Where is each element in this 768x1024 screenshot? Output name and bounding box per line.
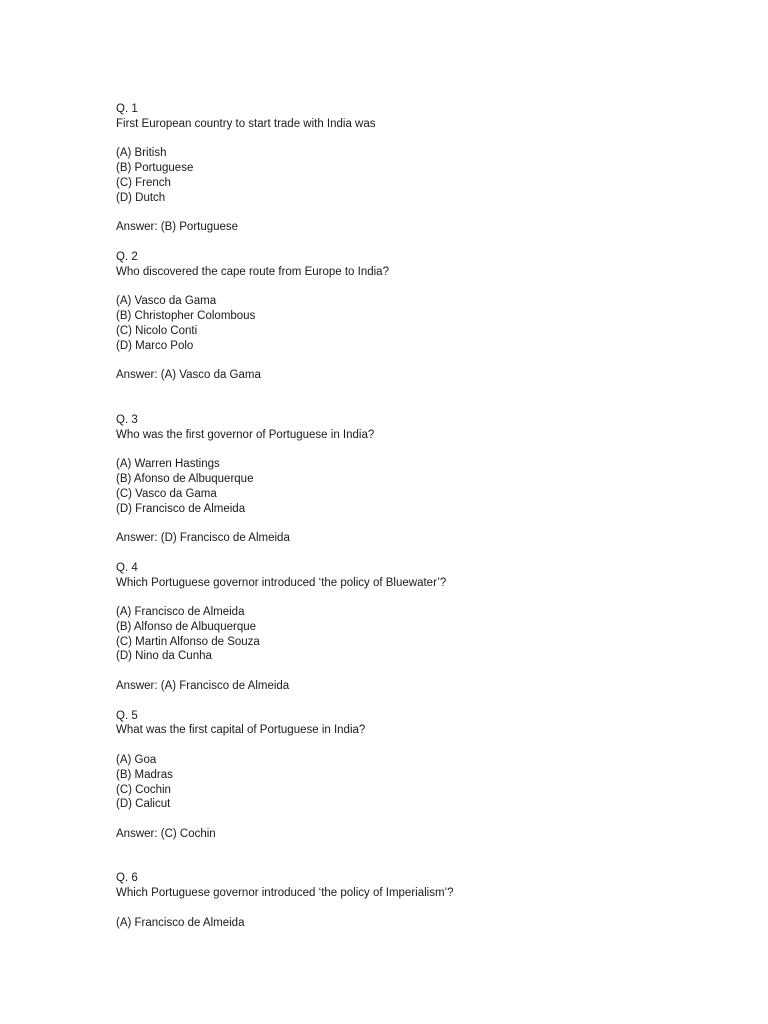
option-d: (D) Calicut [116, 798, 171, 811]
option-a: (A) British [116, 147, 167, 160]
option-b: (B) Christopher Colombous [116, 310, 256, 323]
answer-text: Answer: (A) Francisco de Almeida [116, 680, 290, 693]
question-text: Who was the first governor of Portuguese in India? [116, 428, 375, 441]
question-text: Who discovered the cape route from Europe to India? [116, 265, 389, 278]
question-block-5 [116, 709, 716, 842]
answer-text: Answer: (C) Cochin [116, 828, 216, 841]
answer-text: Answer: (A) Vasco da Gama [116, 369, 261, 382]
option-b: (B) Madras [116, 768, 173, 781]
question-block-2 [116, 250, 716, 383]
option-d: (D) Francisco de Almeida [116, 502, 246, 515]
option-c: (C) Cochin [116, 783, 171, 796]
option-d: (D) Dutch [116, 191, 166, 204]
option-c: (C) French [116, 176, 171, 189]
question-block-6 [116, 871, 716, 930]
question-number: Q. 2 [116, 250, 138, 263]
question-block-4 [116, 561, 716, 694]
option-c: (C) Nicolo Conti [116, 324, 198, 337]
option-d: (D) Marco Polo [116, 339, 194, 352]
document-page [116, 102, 716, 931]
question-block-3 [116, 413, 716, 546]
question-number: Q. 5 [116, 709, 138, 722]
option-c: (C) Vasco da Gama [116, 487, 217, 500]
answer-text: Answer: (B) Portuguese [116, 221, 239, 234]
option-a: (A) Francisco de Almeida [116, 916, 245, 929]
question-text: Which Portuguese governor introduced ‘the policy of Bluewater’? [116, 576, 447, 589]
option-d: (D) Nino da Cunha [116, 650, 212, 663]
option-a: (A) Vasco da Gama [116, 295, 217, 308]
option-c: (C) Martin Alfonso de Souza [116, 635, 260, 648]
option-b: (B) Portuguese [116, 162, 194, 175]
question-text: What was the first capital of Portuguese in India? [116, 724, 366, 737]
question-number: Q. 4 [116, 561, 138, 574]
question-number: Q. 1 [116, 103, 138, 115]
option-a: (A) Francisco de Almeida [116, 606, 245, 619]
option-b: (B) Afonso de Albuquerque [116, 472, 254, 485]
answer-text: Answer: (D) Francisco de Almeida [116, 532, 290, 545]
question-block-1 [116, 102, 716, 235]
option-a: (A) Goa [116, 754, 157, 767]
question-text: First European country to start trade with India was [116, 117, 376, 130]
question-number: Q. 6 [116, 872, 138, 885]
question-text: Which Portuguese governor introduced ‘the policy of Imperialism’? [116, 887, 454, 900]
question-number: Q. 3 [116, 413, 138, 426]
option-a: (A) Warren Hastings [116, 458, 220, 471]
option-b: (B) Alfonso de Albuquerque [116, 620, 257, 633]
